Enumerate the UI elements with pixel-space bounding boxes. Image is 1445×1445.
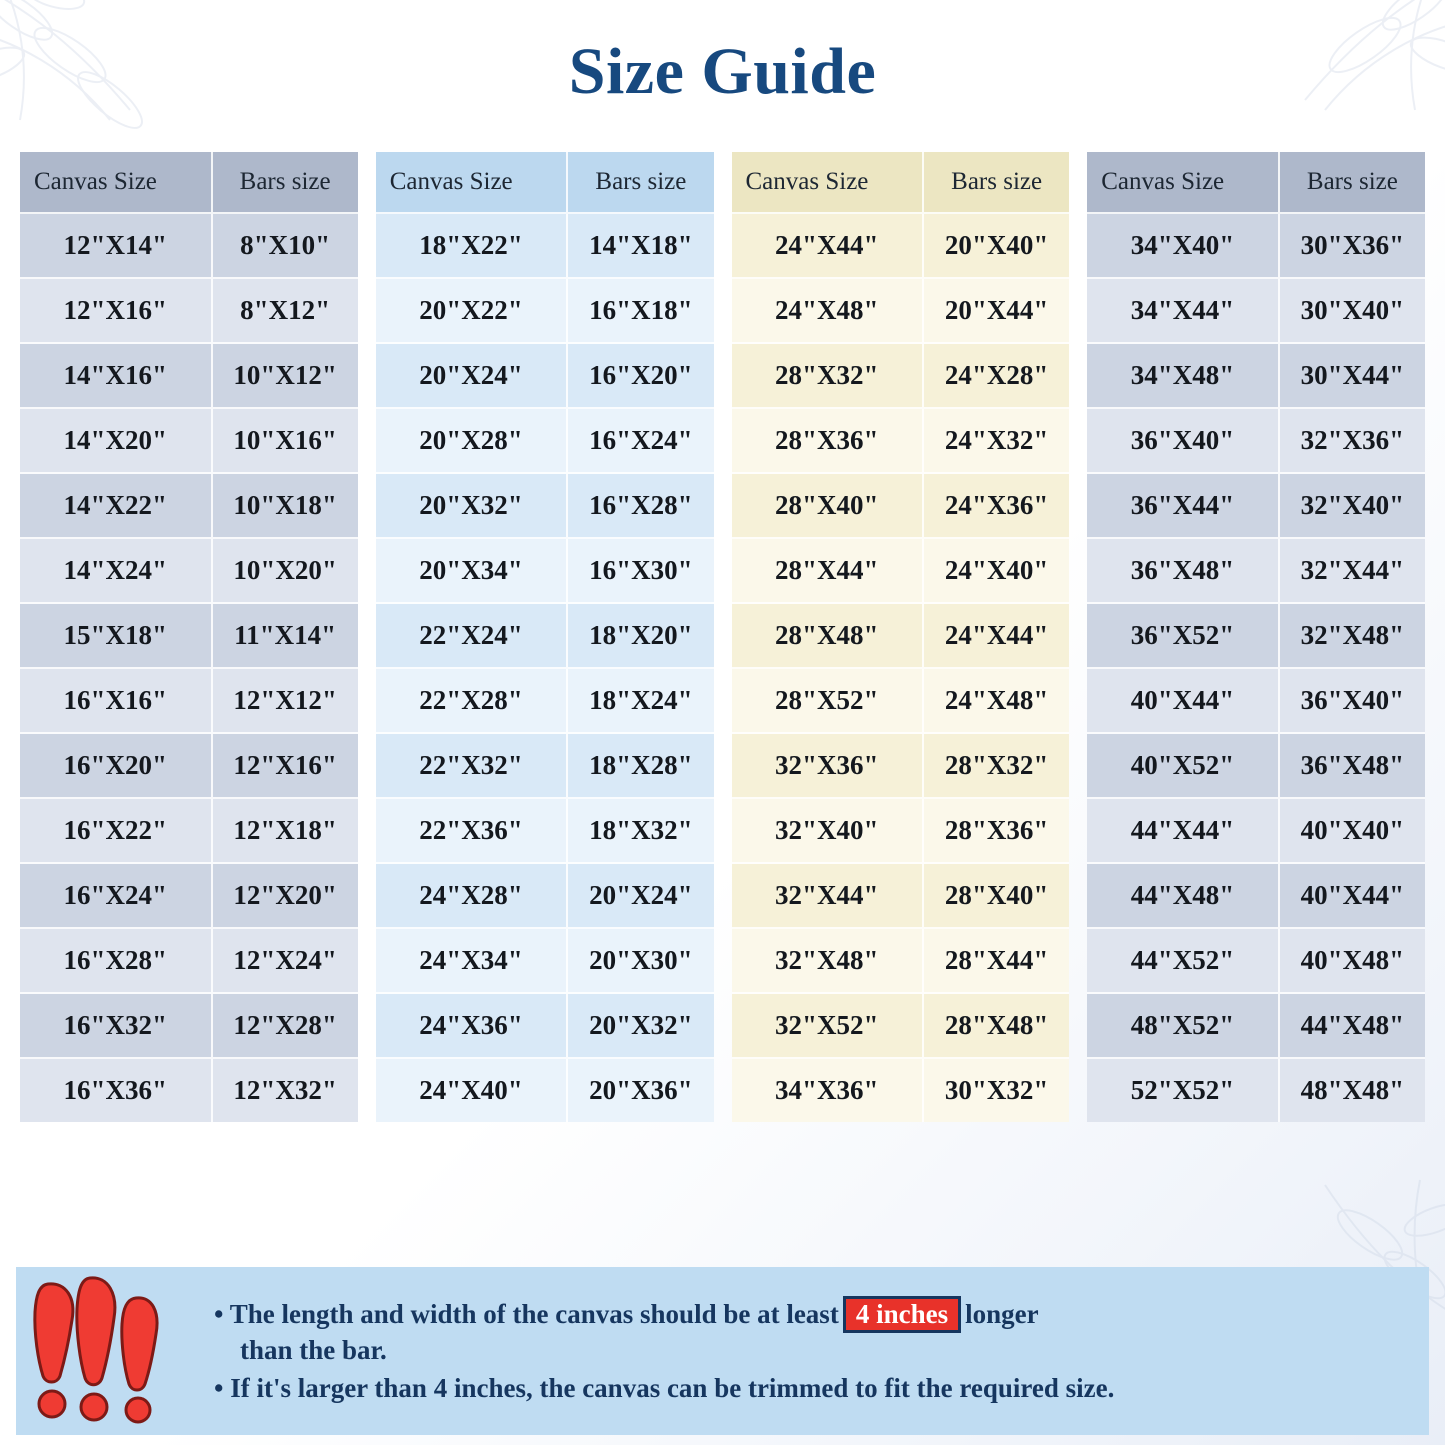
table-row	[20, 929, 358, 994]
bars-size-cell: 28"X36"	[924, 799, 1069, 864]
table-row	[1087, 409, 1425, 474]
canvas-size-cell: 28"X40"	[732, 474, 925, 539]
canvas-size-cell: 20"X34"	[376, 539, 569, 604]
canvas-size-cell: 34"X36"	[732, 1059, 925, 1122]
table-row	[376, 929, 714, 994]
bars-size-cell: 12"X24"	[213, 929, 358, 994]
bars-size-cell: 16"X28"	[568, 474, 713, 539]
bars-size-cell: 44"X48"	[1280, 994, 1425, 1059]
table-row	[376, 864, 714, 929]
table-row	[732, 864, 1070, 929]
canvas-size-cell: 40"X52"	[1087, 734, 1280, 799]
bars-size-cell: 18"X20"	[568, 604, 713, 669]
bars-size-cell: 16"X30"	[568, 539, 713, 604]
table-header-row	[20, 152, 358, 214]
bars-size-cell: 24"X32"	[924, 409, 1069, 474]
bars-size-cell: 12"X16"	[213, 734, 358, 799]
table-row	[1087, 929, 1425, 994]
bars-size-cell: 18"X32"	[568, 799, 713, 864]
canvas-size-cell: 16"X20"	[20, 734, 213, 799]
bars-size-cell: 30"X32"	[924, 1059, 1069, 1122]
canvas-size-cell: 14"X22"	[20, 474, 213, 539]
size-table-2	[376, 152, 714, 1122]
table-row	[1087, 864, 1425, 929]
canvas-size-cell: 44"X48"	[1087, 864, 1280, 929]
bars-size-cell: 20"X30"	[568, 929, 713, 994]
bars-size-cell: 16"X18"	[568, 279, 713, 344]
canvas-size-cell: 44"X52"	[1087, 929, 1280, 994]
canvas-size-cell: 20"X28"	[376, 409, 569, 474]
canvas-size-cell: 32"X40"	[732, 799, 925, 864]
canvas-size-cell: 16"X22"	[20, 799, 213, 864]
bars-size-cell: 10"X12"	[213, 344, 358, 409]
note-line-2: • If it's larger than 4 inches, the canvas can be trimmed to fit the required size.	[214, 1373, 1115, 1404]
table-row	[732, 344, 1070, 409]
canvas-size-cell: 24"X28"	[376, 864, 569, 929]
bars-size-cell: 28"X48"	[924, 994, 1069, 1059]
table-row	[20, 604, 358, 669]
table-row	[1087, 994, 1425, 1059]
table-row	[20, 474, 358, 539]
canvas-size-cell: 20"X24"	[376, 344, 569, 409]
canvas-size-cell: 16"X16"	[20, 669, 213, 734]
bars-size-cell: 20"X36"	[568, 1059, 713, 1122]
canvas-size-cell: 16"X32"	[20, 994, 213, 1059]
note-1-part-2: longer	[965, 1299, 1039, 1330]
canvas-size-cell: 12"X16"	[20, 279, 213, 344]
canvas-size-cell: 14"X24"	[20, 539, 213, 604]
table-row	[732, 279, 1070, 344]
notes-text-block	[206, 1292, 1415, 1409]
table-header-row	[732, 152, 1070, 214]
bars-size-cell: 40"X48"	[1280, 929, 1425, 994]
canvas-size-cell: 36"X52"	[1087, 604, 1280, 669]
canvas-size-cell: 32"X44"	[732, 864, 925, 929]
bars-size-cell: 20"X44"	[924, 279, 1069, 344]
bars-size-cell: 36"X40"	[1280, 669, 1425, 734]
bars-size-cell: 36"X48"	[1280, 734, 1425, 799]
bars-size-cell: 8"X12"	[213, 279, 358, 344]
column-header-bars-size: Bars size	[213, 152, 358, 214]
bars-size-cell: 28"X44"	[924, 929, 1069, 994]
canvas-size-cell: 15"X18"	[20, 604, 213, 669]
canvas-size-cell: 28"X36"	[732, 409, 925, 474]
table-row	[20, 864, 358, 929]
table-header-row	[376, 152, 714, 214]
table-row	[376, 799, 714, 864]
table-row	[1087, 344, 1425, 409]
table-row	[732, 734, 1070, 799]
canvas-size-cell: 28"X48"	[732, 604, 925, 669]
table-row	[376, 1059, 714, 1122]
table-row	[376, 214, 714, 279]
table-row	[732, 799, 1070, 864]
table-row	[732, 669, 1070, 734]
bars-size-cell: 16"X20"	[568, 344, 713, 409]
canvas-size-cell: 16"X28"	[20, 929, 213, 994]
table-row	[376, 409, 714, 474]
bars-size-cell: 24"X48"	[924, 669, 1069, 734]
bars-size-cell: 16"X24"	[568, 409, 713, 474]
table-row	[376, 994, 714, 1059]
exclamation-marks-group	[30, 1276, 206, 1426]
table-row	[1087, 734, 1425, 799]
bars-size-cell: 32"X40"	[1280, 474, 1425, 539]
bars-size-cell: 12"X20"	[213, 864, 358, 929]
bars-size-cell: 18"X24"	[568, 669, 713, 734]
page-title: Size Guide	[568, 35, 877, 108]
bars-size-cell: 20"X40"	[924, 214, 1069, 279]
table-row	[376, 604, 714, 669]
highlight-4-inches: 4 inches	[843, 1296, 961, 1332]
canvas-size-cell: 36"X48"	[1087, 539, 1280, 604]
table-row	[1087, 474, 1425, 539]
bars-size-cell: 24"X36"	[924, 474, 1069, 539]
column-header-bars-size: Bars size	[1280, 152, 1425, 214]
canvas-size-cell: 34"X48"	[1087, 344, 1280, 409]
table-row	[732, 604, 1070, 669]
canvas-size-cell: 18"X22"	[376, 214, 569, 279]
canvas-size-cell: 32"X48"	[732, 929, 925, 994]
column-header-bars-size: Bars size	[924, 152, 1069, 214]
canvas-size-cell: 20"X32"	[376, 474, 569, 539]
bars-size-cell: 12"X32"	[213, 1059, 358, 1122]
canvas-size-cell: 52"X52"	[1087, 1059, 1280, 1122]
canvas-size-cell: 16"X24"	[20, 864, 213, 929]
bars-size-cell: 18"X28"	[568, 734, 713, 799]
column-header-canvas-size: Canvas Size	[20, 152, 213, 214]
canvas-size-cell: 24"X40"	[376, 1059, 569, 1122]
exclamation-icon	[30, 1276, 206, 1426]
table-row	[732, 929, 1070, 994]
table-row	[20, 1059, 358, 1122]
bars-size-cell: 30"X40"	[1280, 279, 1425, 344]
table-header-row	[1087, 152, 1425, 214]
column-header-bars-size: Bars size	[568, 152, 713, 214]
canvas-size-cell: 20"X22"	[376, 279, 569, 344]
canvas-size-cell: 24"X44"	[732, 214, 925, 279]
table-row	[20, 669, 358, 734]
table-row	[20, 344, 358, 409]
note-line-1	[214, 1296, 1415, 1367]
table-row	[1087, 604, 1425, 669]
table-row	[20, 539, 358, 604]
table-row	[376, 474, 714, 539]
bars-size-cell: 32"X36"	[1280, 409, 1425, 474]
bars-size-cell: 10"X20"	[213, 539, 358, 604]
table-row	[376, 734, 714, 799]
bars-size-cell: 24"X44"	[924, 604, 1069, 669]
table-row	[1087, 214, 1425, 279]
canvas-size-cell: 24"X36"	[376, 994, 569, 1059]
canvas-size-cell: 16"X36"	[20, 1059, 213, 1122]
footer-notes-bar	[16, 1267, 1429, 1435]
canvas-size-cell: 24"X34"	[376, 929, 569, 994]
bars-size-cell: 11"X14"	[213, 604, 358, 669]
canvas-size-cell: 34"X44"	[1087, 279, 1280, 344]
canvas-size-cell: 28"X32"	[732, 344, 925, 409]
canvas-size-cell: 32"X36"	[732, 734, 925, 799]
table-row	[732, 214, 1070, 279]
canvas-size-cell: 28"X44"	[732, 539, 925, 604]
canvas-size-cell: 22"X28"	[376, 669, 569, 734]
size-table-3	[732, 152, 1070, 1122]
table-row	[20, 799, 358, 864]
bars-size-cell: 32"X48"	[1280, 604, 1425, 669]
bars-size-cell: 48"X48"	[1280, 1059, 1425, 1122]
table-row	[20, 409, 358, 474]
size-table-1	[20, 152, 358, 1122]
canvas-size-cell: 48"X52"	[1087, 994, 1280, 1059]
bars-size-cell: 40"X40"	[1280, 799, 1425, 864]
table-row	[1087, 279, 1425, 344]
canvas-size-cell: 22"X32"	[376, 734, 569, 799]
table-row	[20, 279, 358, 344]
table-row	[1087, 1059, 1425, 1122]
column-header-canvas-size: Canvas Size	[732, 152, 925, 214]
table-row	[376, 344, 714, 409]
table-row	[376, 669, 714, 734]
canvas-size-cell: 36"X44"	[1087, 474, 1280, 539]
canvas-size-cell: 40"X44"	[1087, 669, 1280, 734]
bars-size-cell: 10"X16"	[213, 409, 358, 474]
bars-size-cell: 8"X10"	[213, 214, 358, 279]
table-row	[20, 734, 358, 799]
bars-size-cell: 10"X18"	[213, 474, 358, 539]
bars-size-cell: 12"X28"	[213, 994, 358, 1059]
note-1-part-1: • The length and width of the canvas should be at least	[214, 1299, 839, 1330]
canvas-size-cell: 28"X52"	[732, 669, 925, 734]
table-row	[732, 994, 1070, 1059]
canvas-size-cell: 24"X48"	[732, 279, 925, 344]
canvas-size-cell: 32"X52"	[732, 994, 925, 1059]
table-row	[1087, 669, 1425, 734]
size-tables-container	[20, 152, 1425, 1122]
table-row	[376, 539, 714, 604]
table-row	[376, 279, 714, 344]
column-header-canvas-size: Canvas Size	[376, 152, 569, 214]
canvas-size-cell: 34"X40"	[1087, 214, 1280, 279]
table-row	[1087, 799, 1425, 864]
canvas-size-cell: 12"X14"	[20, 214, 213, 279]
size-table-4	[1087, 152, 1425, 1122]
bars-size-cell: 32"X44"	[1280, 539, 1425, 604]
table-row	[732, 539, 1070, 604]
bars-size-cell: 40"X44"	[1280, 864, 1425, 929]
bars-size-cell: 30"X44"	[1280, 344, 1425, 409]
table-row	[732, 409, 1070, 474]
table-row	[732, 1059, 1070, 1122]
bars-size-cell: 28"X40"	[924, 864, 1069, 929]
note-1-part-3: than the bar.	[240, 1334, 387, 1365]
canvas-size-cell: 14"X16"	[20, 344, 213, 409]
bars-size-cell: 14"X18"	[568, 214, 713, 279]
canvas-size-cell: 22"X36"	[376, 799, 569, 864]
bars-size-cell: 30"X36"	[1280, 214, 1425, 279]
table-row	[732, 474, 1070, 539]
bars-size-cell: 28"X32"	[924, 734, 1069, 799]
bars-size-cell: 20"X24"	[568, 864, 713, 929]
table-row	[20, 214, 358, 279]
table-row	[1087, 539, 1425, 604]
canvas-size-cell: 22"X24"	[376, 604, 569, 669]
bars-size-cell: 20"X32"	[568, 994, 713, 1059]
column-header-canvas-size: Canvas Size	[1087, 152, 1280, 214]
canvas-size-cell: 36"X40"	[1087, 409, 1280, 474]
canvas-size-cell: 14"X20"	[20, 409, 213, 474]
canvas-size-cell: 44"X44"	[1087, 799, 1280, 864]
table-row	[20, 994, 358, 1059]
bars-size-cell: 24"X40"	[924, 539, 1069, 604]
bars-size-cell: 24"X28"	[924, 344, 1069, 409]
bars-size-cell: 12"X18"	[213, 799, 358, 864]
bars-size-cell: 12"X12"	[213, 669, 358, 734]
